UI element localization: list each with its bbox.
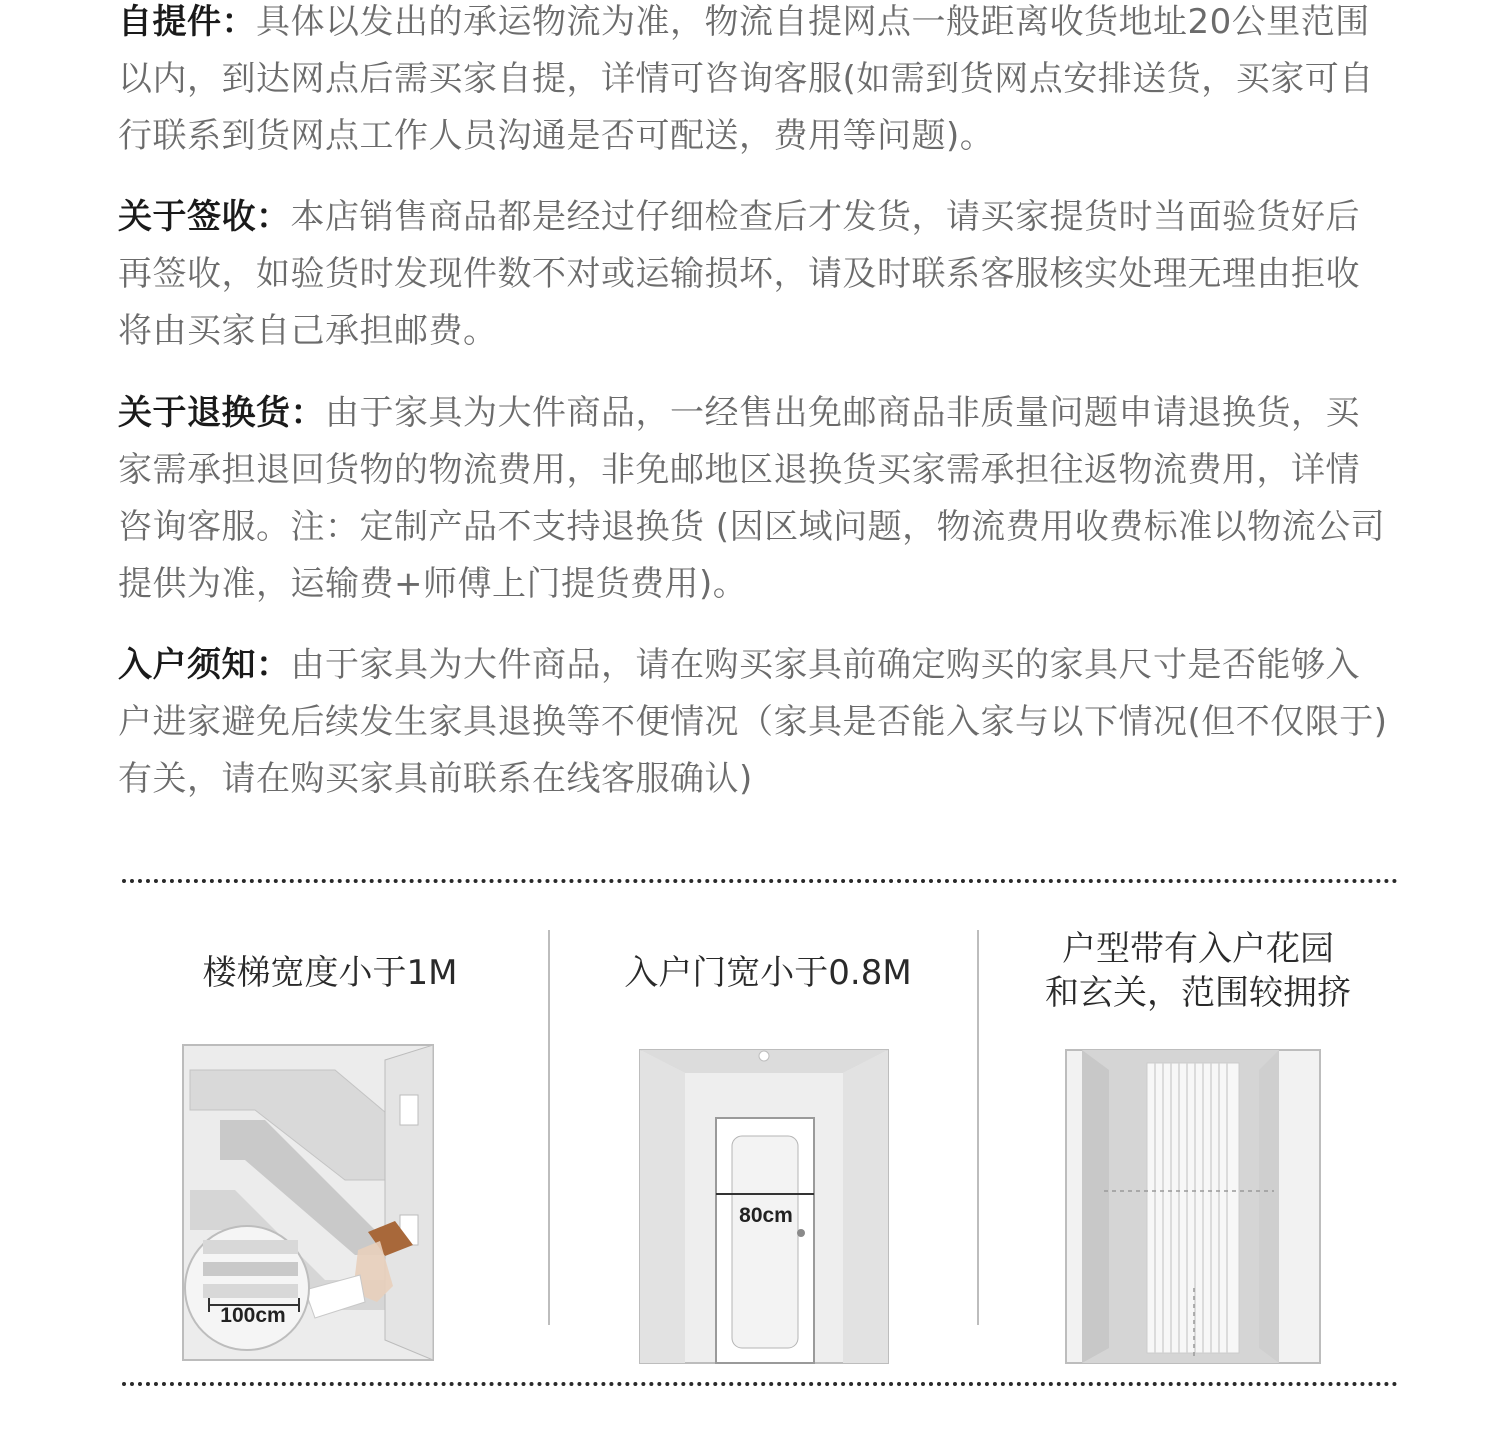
panel-divider: [977, 930, 979, 1325]
wardrobe-panels: [1147, 1063, 1239, 1353]
dotted-divider-bottom: [122, 1382, 1398, 1386]
panel-title: [120, 951, 540, 995]
section-label: 关于签收：: [118, 197, 291, 237]
section-returns: [118, 385, 1390, 613]
panel-title-line: 入户门宽小于0.8M: [624, 953, 912, 993]
section-self-pickup: [118, 0, 1390, 165]
stairs-illustration: [175, 1040, 445, 1365]
door-illustration: [638, 1048, 890, 1366]
panel-title: [558, 951, 978, 995]
section-delivery-notice: [118, 637, 1390, 808]
section-text: 具体以发出的承运物流为准，物流自提网点一般距离收货地址20公里范围以内，到达网点后需买家自提，详情可咨询客服(如需到货网点安排送货，买家可自行联系到货网点工作人员沟通是否可配送，费用等问题)。: [118, 2, 1374, 156]
door-width-measure: 80cm: [739, 1204, 793, 1227]
section-label: 入户须知：: [118, 645, 291, 685]
stair-width-measure: 100cm: [220, 1304, 286, 1327]
panel-title-line: 户型带有入户花园: [1062, 929, 1334, 969]
foyer-illustration: [1064, 1048, 1322, 1366]
section-text: 本店销售商品都是经过仔细检查后才发货，请买家提货时当面验货好后再签收，如验货时发现件数不对或运输损坏，请及时联系客服核实处理无理由拒收将由买家自己承担邮费。: [118, 197, 1360, 351]
panel-title-line: 楼梯宽度小于1M: [202, 953, 458, 993]
panel-divider: [548, 930, 550, 1325]
panel-title-line: 和玄关，范围较拥挤: [1045, 973, 1351, 1013]
dotted-divider-top: [122, 879, 1398, 883]
section-label: 关于退换货：: [118, 393, 325, 433]
section-sign-for: [118, 189, 1390, 360]
section-label: 自提件：: [118, 2, 256, 42]
section-text: 由于家具为大件商品，请在购买家具前确定购买的家具尺寸是否能够入户进家避免后续发生家具退换等不便情况（家具是否能入家与以下情况(但不仅限于)有关，请在购买家具前联系在线客服确认): [118, 645, 1388, 799]
section-text: 由于家具为大件商品，一经售出免邮商品非质量问题申请退换货，买家需承担退回货物的物流费用，非免邮地区退换货买家需承担往返物流费用，详情咨询客服。注：定制产品不支持退换货 (因区域问题，物流费用收费标准以物流公司提供为准，运输费+师傅上门提货费用)。: [118, 393, 1386, 604]
panel-title: [988, 927, 1408, 1015]
